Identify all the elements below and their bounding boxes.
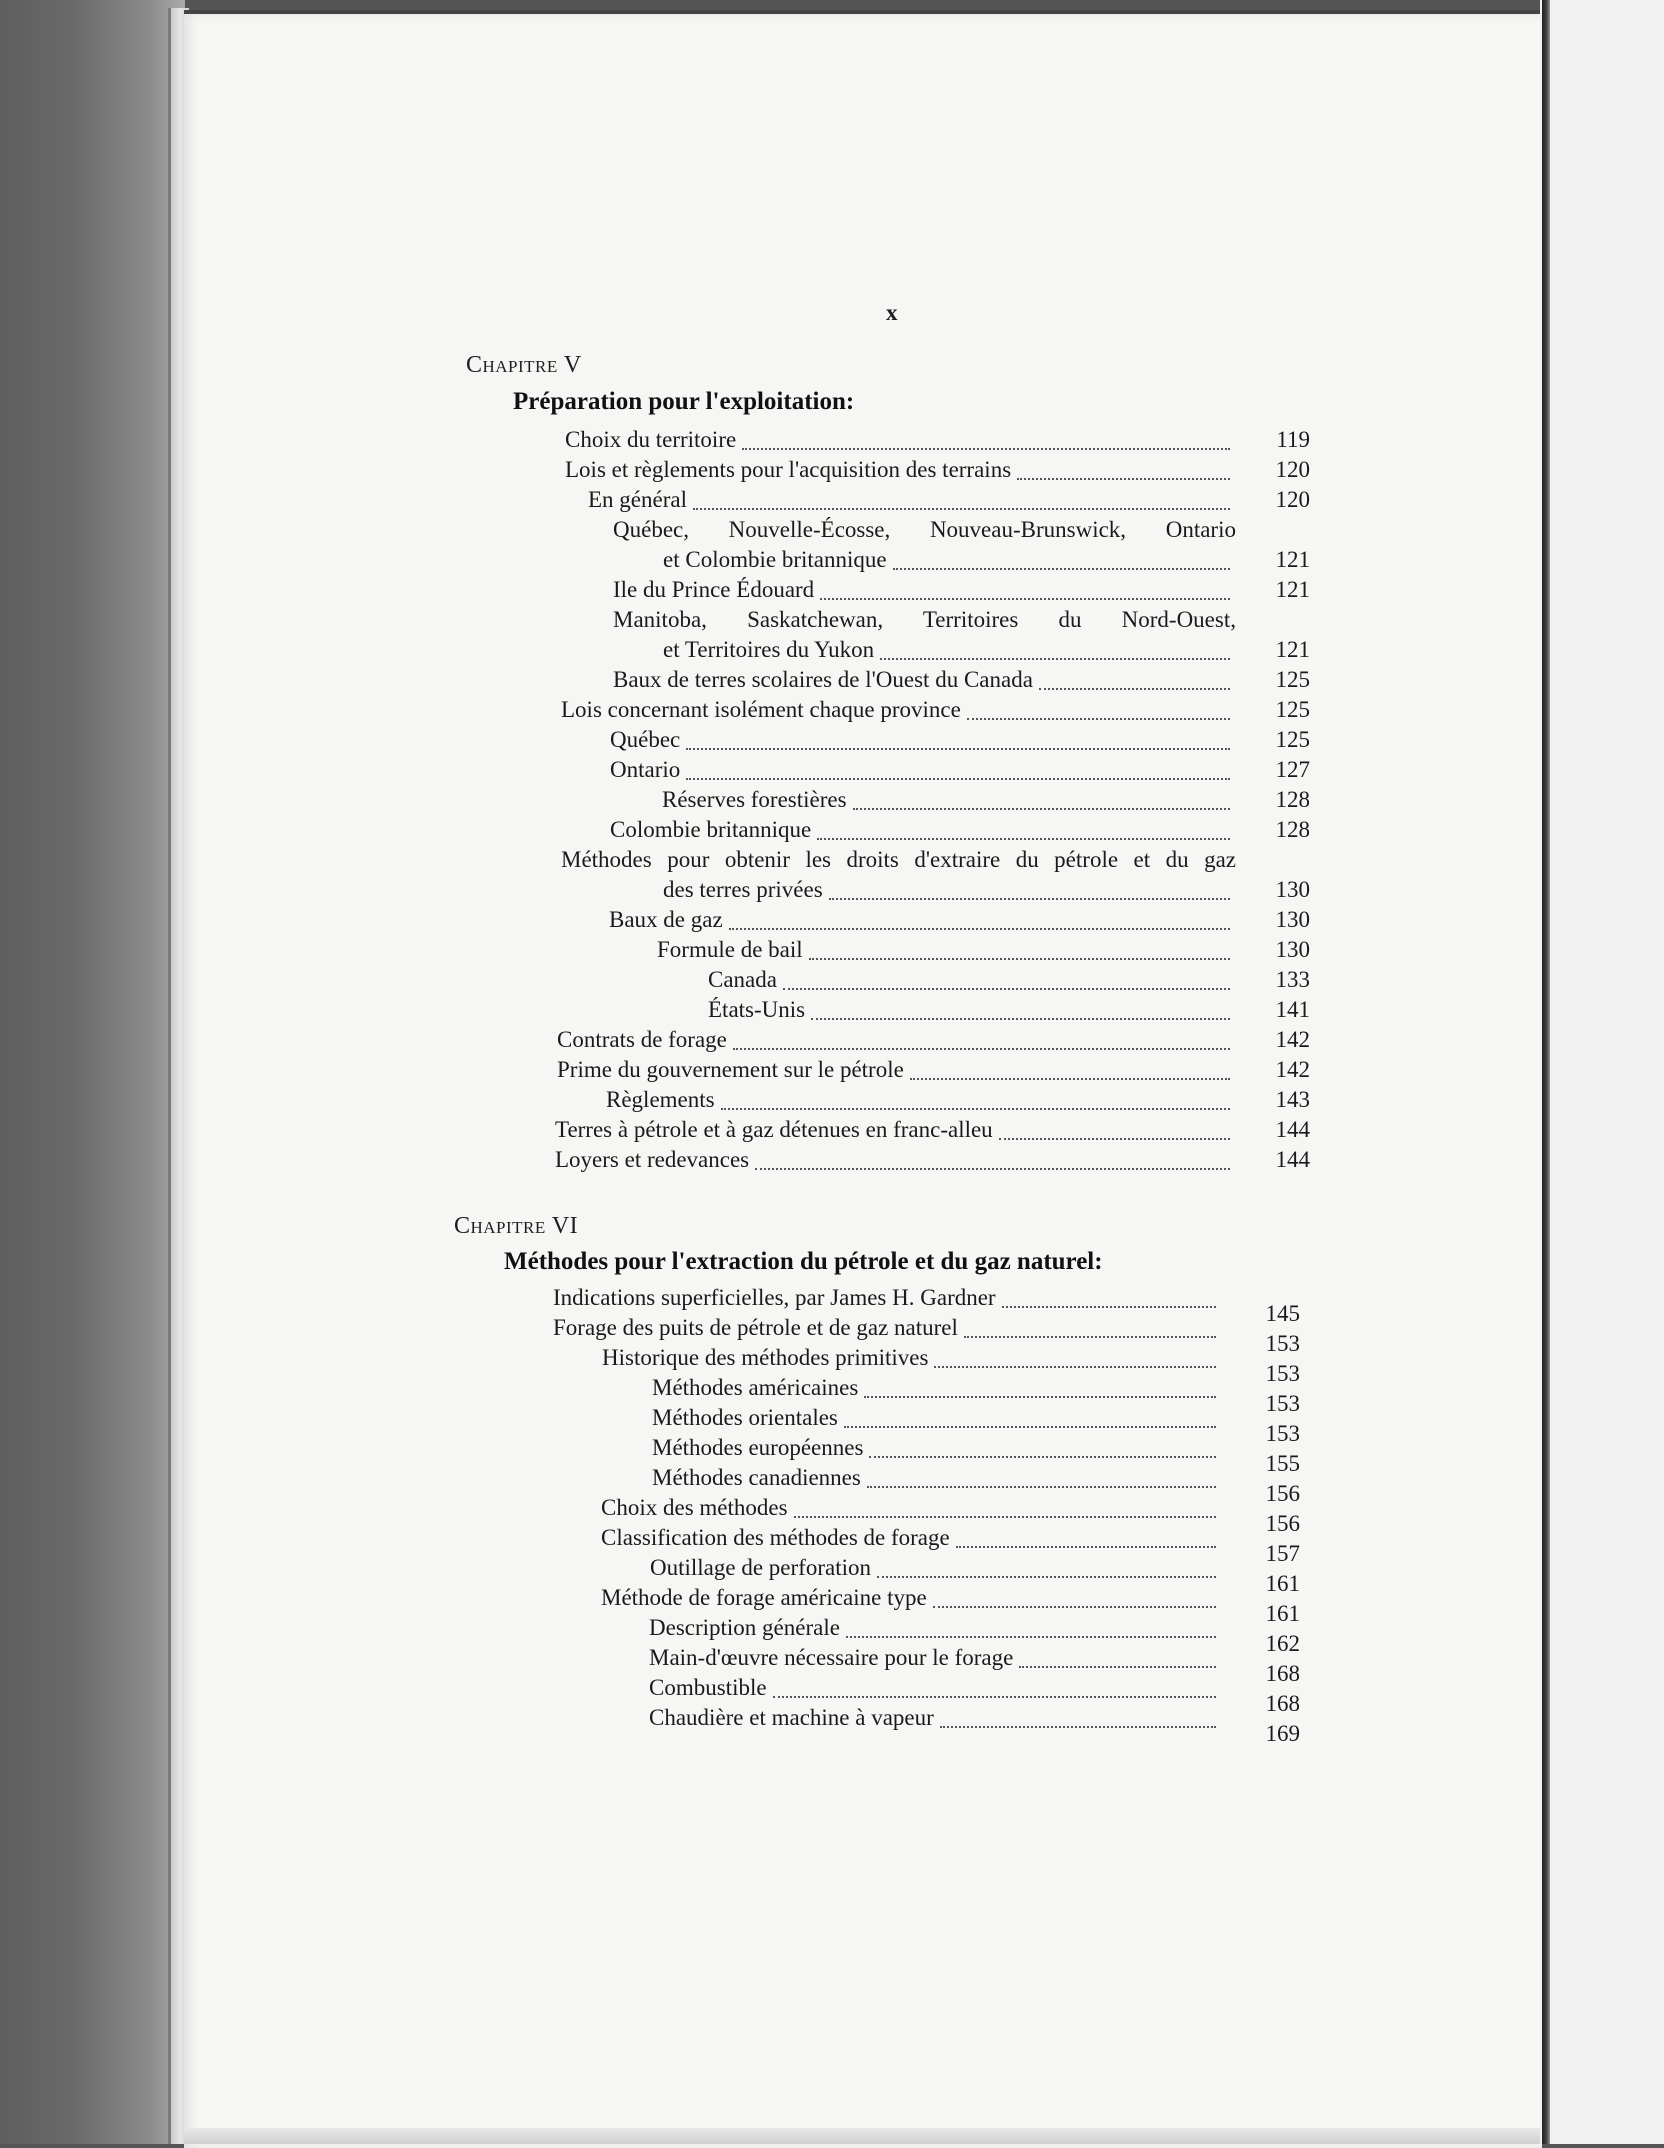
toc-entry-title: Outillage de perforation <box>650 1555 871 1580</box>
toc-entry <box>649 1615 1222 1645</box>
toc-entry-title: Indications superficielles, par James H. Gardner <box>553 1285 996 1310</box>
toc-entry-title: Classification des méthodes de forage <box>601 1525 950 1550</box>
page-number: 143 <box>1275 1087 1310 1112</box>
toc-entry <box>557 1027 1236 1057</box>
toc-entry-title: Baux de terres scolaires de l'Ouest du Canada <box>613 667 1033 692</box>
page-number: 121 <box>1275 577 1310 602</box>
dot-leader <box>742 448 1230 450</box>
page-number: 125 <box>1275 697 1310 722</box>
page-number: 169 <box>1265 1721 1300 1746</box>
toc-entry <box>555 1147 1236 1177</box>
dot-leader <box>867 1486 1216 1488</box>
dot-leader <box>721 1108 1230 1110</box>
page-number: 125 <box>1275 667 1310 692</box>
toc-entry-title: Main-d'œuvre nécessaire pour le forage <box>649 1645 1014 1670</box>
toc-entry-title: Chaudière et machine à vapeur <box>649 1705 934 1730</box>
section-title: Préparation pour l'exploitation: <box>513 388 855 415</box>
toc-entry-title: Règlements <box>606 1087 715 1112</box>
toc-entry-title: Méthodes canadiennes <box>652 1465 861 1490</box>
dot-leader <box>846 1636 1216 1638</box>
toc-entry <box>649 1675 1222 1705</box>
toc-entry <box>602 1345 1222 1375</box>
toc-entry <box>561 697 1236 727</box>
toc-entry <box>610 817 1236 847</box>
page-number: 153 <box>1265 1391 1300 1416</box>
dot-leader <box>1039 688 1230 690</box>
page-number: 142 <box>1275 1027 1310 1052</box>
dot-leader <box>755 1168 1230 1170</box>
toc-entry-title: Baux de gaz <box>609 907 723 932</box>
dot-leader <box>686 778 1230 780</box>
page-number: 153 <box>1265 1331 1300 1356</box>
toc-entry-title: Québec <box>610 727 681 752</box>
toc-entry-title: En général <box>588 487 687 512</box>
dot-leader <box>811 1018 1230 1020</box>
toc-entry <box>601 1495 1222 1525</box>
toc-entry-title: Ile du Prince Édouard <box>613 577 815 602</box>
page-number: 145 <box>1265 1301 1300 1326</box>
dot-leader <box>864 1396 1216 1398</box>
dot-leader <box>829 898 1230 900</box>
dot-leader <box>877 1576 1216 1578</box>
toc-entry <box>610 757 1236 787</box>
page-number: 120 <box>1275 457 1310 482</box>
dot-leader <box>817 838 1230 840</box>
dot-leader <box>729 928 1230 930</box>
toc-entry <box>649 1705 1222 1735</box>
toc-entry <box>663 637 1236 667</box>
page-number: 168 <box>1265 1661 1300 1686</box>
dot-leader <box>693 508 1230 510</box>
toc-entry <box>652 1465 1222 1495</box>
dot-leader <box>999 1138 1230 1140</box>
toc-entry-title: Loyers et redevances <box>555 1147 750 1172</box>
dot-leader <box>940 1726 1216 1728</box>
dot-leader <box>893 568 1230 570</box>
dot-leader <box>880 658 1230 660</box>
page-number: 157 <box>1265 1541 1300 1566</box>
toc-entry <box>663 877 1236 907</box>
page-number: 155 <box>1265 1451 1300 1476</box>
toc-entry-title: Description générale <box>649 1615 840 1640</box>
page-number: 128 <box>1275 817 1310 842</box>
toc-entry-title: Colombie britannique <box>610 817 812 842</box>
dot-leader <box>783 988 1230 990</box>
dot-leader <box>910 1078 1230 1080</box>
page-number: 125 <box>1275 727 1310 752</box>
page-number: 130 <box>1275 907 1310 932</box>
page-number: 130 <box>1275 877 1310 902</box>
toc-entry <box>652 1405 1222 1435</box>
toc-entry <box>601 1585 1222 1615</box>
dot-leader <box>1019 1666 1216 1668</box>
dot-leader <box>964 1336 1216 1338</box>
toc-entry-title: et Colombie britannique <box>663 547 887 572</box>
toc-entry-title: Lois et règlements pour l'acquisition des terrains <box>565 457 1012 482</box>
dot-leader <box>956 1546 1216 1548</box>
dot-leader <box>933 1606 1216 1608</box>
toc-entry <box>662 787 1236 817</box>
dot-leader <box>1002 1306 1216 1308</box>
toc-entry <box>652 1435 1222 1465</box>
toc-entry-title: Historique des méthodes primitives <box>602 1345 929 1370</box>
toc-entry <box>613 667 1236 697</box>
toc-entry-title: Prime du gouvernement sur le pétrole <box>557 1057 904 1082</box>
toc-entry <box>555 1117 1236 1147</box>
toc-entry-title: Choix des méthodes <box>601 1495 788 1520</box>
toc-entry-title: Méthode de forage américaine type <box>601 1585 927 1610</box>
dot-leader <box>686 748 1230 750</box>
toc-entry <box>588 487 1236 517</box>
chapter-label: Chapitre V <box>466 352 582 378</box>
page-number: 141 <box>1275 997 1310 1022</box>
dot-leader <box>809 958 1230 960</box>
dot-leader <box>853 808 1230 810</box>
toc-entry <box>650 1555 1222 1585</box>
toc-entry-line: Manitoba, Saskatchewan, Territoires du Nord-Ouest, <box>613 607 1236 632</box>
dot-leader <box>934 1366 1216 1368</box>
chapter-label: Chapitre VI <box>454 1213 579 1239</box>
toc-entry <box>565 427 1236 457</box>
toc-entry <box>652 1375 1222 1405</box>
toc-entry-title: Terres à pétrole et à gaz détenues en franc-alleu <box>555 1117 993 1142</box>
page-number: 121 <box>1275 547 1310 572</box>
page-number: 130 <box>1275 937 1310 962</box>
page-number: 168 <box>1265 1691 1300 1716</box>
toc-entry-title: Ontario <box>610 757 681 782</box>
page-number: 120 <box>1275 487 1310 512</box>
page-number: 133 <box>1275 967 1310 992</box>
page-number: 153 <box>1265 1421 1300 1446</box>
page-number: 161 <box>1265 1601 1300 1626</box>
toc-entry <box>663 547 1236 577</box>
toc-entry <box>657 937 1236 967</box>
dot-leader <box>773 1696 1216 1698</box>
toc-entry-title: Méthodes américaines <box>652 1375 859 1400</box>
toc-entry-title: et Territoires du Yukon <box>663 637 875 662</box>
page-number: 144 <box>1275 1147 1310 1172</box>
toc-entry-title: Méthodes européennes <box>652 1435 864 1460</box>
toc-entry-line: Méthodes pour obtenir les droits d'extraire du pétrole et du gaz <box>561 847 1236 872</box>
dot-leader <box>1017 478 1230 480</box>
dot-leader <box>820 598 1230 600</box>
section-title: Méthodes pour l'extraction du pétrole et du gaz naturel: <box>504 1248 1103 1275</box>
dot-leader <box>844 1426 1216 1428</box>
toc-entry-title: Lois concernant isolément chaque province <box>561 697 961 722</box>
toc-entry-title: Méthodes orientales <box>652 1405 838 1430</box>
dot-leader <box>794 1516 1216 1518</box>
toc-entry <box>606 1087 1236 1117</box>
toc-entry-title: Combustible <box>649 1675 767 1700</box>
toc-entry-title: Réserves forestières <box>662 787 847 812</box>
toc-entry <box>610 727 1236 757</box>
toc-entry-title: Formule de bail <box>657 937 803 962</box>
page-number: 156 <box>1265 1481 1300 1506</box>
dot-leader <box>869 1456 1216 1458</box>
dot-leader <box>733 1048 1230 1050</box>
toc-entry <box>553 1315 1222 1345</box>
toc-entry <box>565 457 1236 487</box>
toc-entry <box>613 577 1236 607</box>
dot-leader <box>967 718 1230 720</box>
toc-entry-title: des terres privées <box>663 877 823 902</box>
page-number: 142 <box>1275 1057 1310 1082</box>
page-number: 161 <box>1265 1571 1300 1596</box>
toc-entry <box>553 1285 1222 1315</box>
toc-entry <box>649 1645 1222 1675</box>
page-number: 162 <box>1265 1631 1300 1656</box>
toc-entry <box>708 967 1236 997</box>
toc-entry <box>708 997 1236 1027</box>
toc-entry-title: Forage des puits de pétrole et de gaz naturel <box>553 1315 958 1340</box>
toc-entry-title: Canada <box>708 967 777 992</box>
page-number: 121 <box>1275 637 1310 662</box>
page-folio: x <box>886 300 898 325</box>
toc-entry <box>557 1057 1236 1087</box>
toc-entry-line: Québec, Nouvelle-Écosse, Nouveau-Brunswick, Ontario <box>613 517 1236 542</box>
toc-entry <box>609 907 1236 937</box>
page-number: 144 <box>1275 1117 1310 1142</box>
toc-entry-title: Contrats de forage <box>557 1027 727 1052</box>
page-number: 153 <box>1265 1361 1300 1386</box>
page-number: 119 <box>1276 427 1310 452</box>
page-number: 156 <box>1265 1511 1300 1536</box>
page-number: 128 <box>1275 787 1310 812</box>
toc-entry <box>601 1525 1222 1555</box>
toc-entry-title: États-Unis <box>708 997 806 1022</box>
page-number: 127 <box>1275 757 1310 782</box>
toc-entry-title: Choix du territoire <box>565 427 737 452</box>
